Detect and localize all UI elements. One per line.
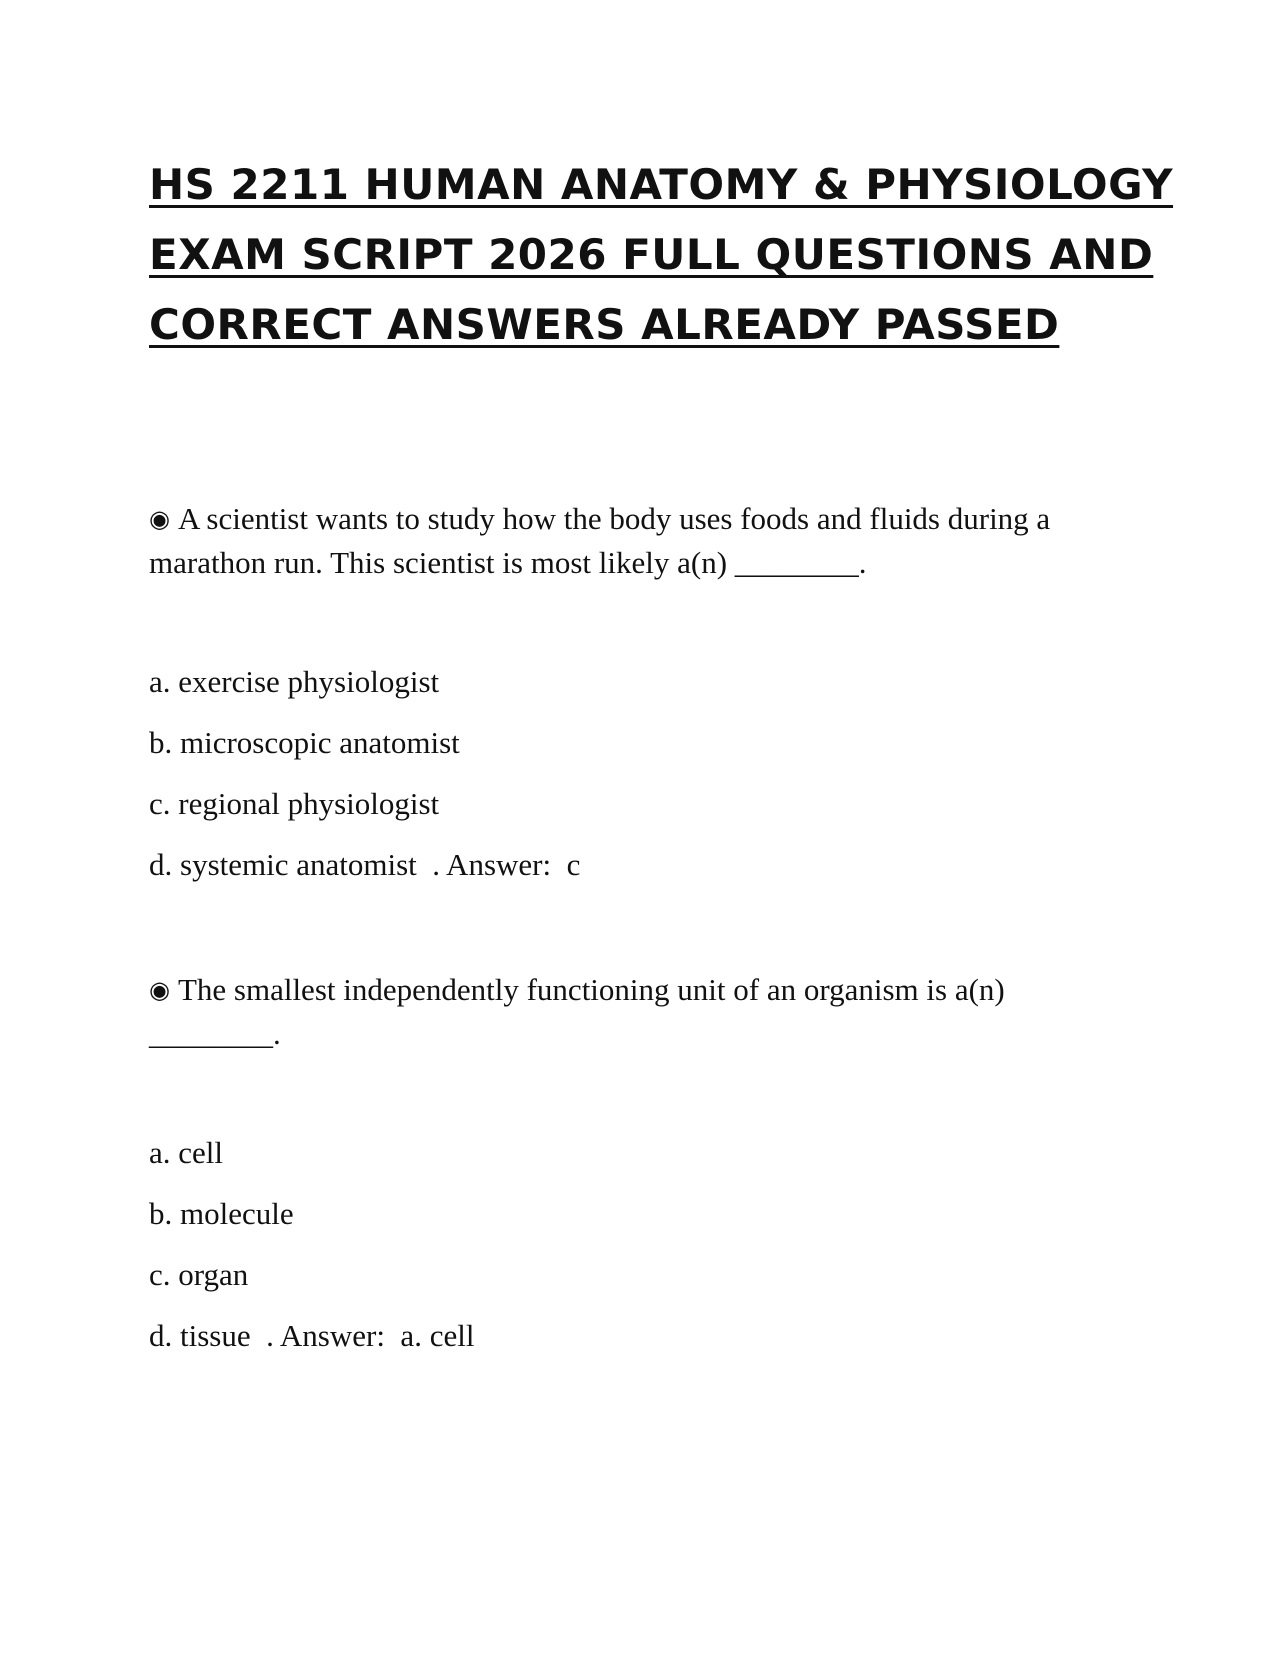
title-line: HS 2211 HUMAN ANATOMY & PHYSIOLOGY — [149, 160, 1174, 209]
radio-bullet-icon: ◉ — [149, 505, 170, 533]
radio-bullet-icon: ◉ — [149, 976, 170, 1004]
option-item: b. molecule — [149, 1196, 294, 1231]
option-item-with-answer: d. tissue . Answer: a. cell — [149, 1318, 475, 1353]
question-2-options — [149, 1133, 474, 1377]
option-item: b. microscopic anatomist — [149, 725, 460, 760]
question-text: The smallest independently functioning unit of an organism is a(n) ________. — [149, 972, 1005, 1051]
option-item: c. organ — [149, 1257, 249, 1292]
question-1 — [149, 497, 1139, 585]
option-item: c. regional physiologist — [149, 786, 440, 821]
document-title — [149, 150, 1174, 360]
option-item: a. cell — [149, 1135, 224, 1170]
question-2 — [149, 968, 1139, 1056]
title-line: EXAM SCRIPT 2026 FULL QUESTIONS AND — [149, 230, 1154, 279]
title-line: CORRECT ANSWERS ALREADY PASSED — [149, 300, 1060, 349]
question-1-options — [149, 662, 580, 906]
question-text: A scientist wants to study how the body uses foods and fluids during a marathon run. This scientist is most likely a(n) ________. — [149, 501, 1051, 580]
option-item: a. exercise physiologist — [149, 664, 440, 699]
option-item-with-answer: d. systemic anatomist . Answer: c — [149, 847, 581, 882]
